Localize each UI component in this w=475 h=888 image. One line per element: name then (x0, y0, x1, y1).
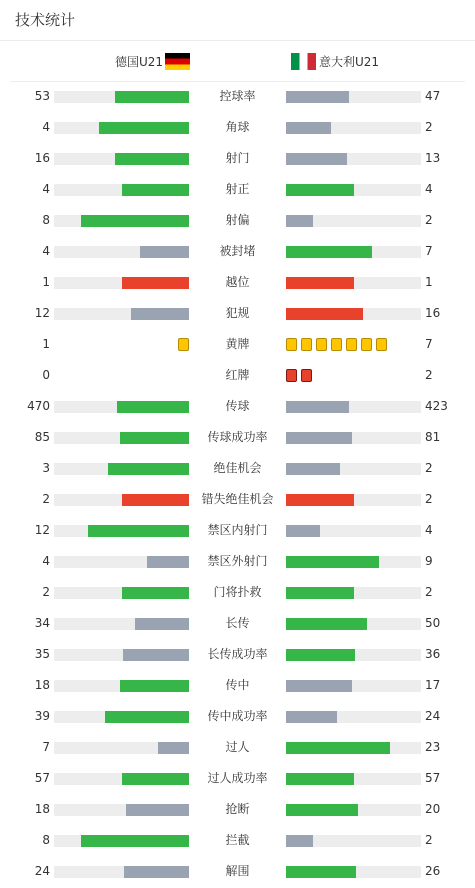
away-bar-track (286, 494, 421, 506)
away-stat-value: 2 (425, 585, 433, 599)
home-stat-value: 39 (34, 709, 50, 723)
away-bar-track (286, 804, 421, 816)
home-bar (131, 308, 189, 320)
home-bar-track (54, 494, 189, 506)
home-bar (115, 91, 189, 103)
home-team (115, 50, 190, 72)
stat-label: 错失绝佳机会 (201, 492, 274, 506)
away-bar (286, 742, 390, 754)
home-bar (135, 618, 189, 630)
away-stat-value: 17 (425, 678, 441, 692)
stat-row (0, 763, 475, 794)
away-cards (286, 369, 316, 382)
stat-label: 门将扑救 (213, 585, 262, 599)
stat-label: 角球 (225, 120, 250, 134)
away-bar-track (286, 308, 421, 320)
stat-label: 射门 (225, 151, 250, 165)
home-stat-value: 16 (34, 151, 50, 165)
home-bar-track (54, 308, 189, 320)
home-stat-value: 34 (34, 616, 50, 630)
away-bar-track (286, 122, 421, 134)
home-bar (120, 432, 189, 444)
away-bar (286, 308, 363, 320)
home-bar (140, 246, 189, 258)
home-bar-track (54, 866, 189, 878)
home-bar (122, 277, 190, 289)
home-stat-value: 1 (42, 275, 50, 289)
away-bar-track (286, 680, 421, 692)
away-stat-value: 2 (425, 368, 433, 382)
away-stat-value: 13 (425, 151, 441, 165)
home-stat-value: 24 (34, 864, 50, 878)
home-team-name: 德国U21 (114, 54, 163, 69)
away-bar (286, 711, 337, 723)
away-bar (286, 432, 352, 444)
stat-label: 红牌 (225, 368, 250, 382)
stat-label: 黄牌 (225, 337, 250, 351)
away-stat-value: 4 (425, 182, 433, 196)
stat-row (0, 608, 475, 639)
away-bar-track (286, 556, 421, 568)
home-stat-value: 35 (34, 647, 50, 661)
stat-row (0, 856, 475, 887)
yellow-card-icon (178, 338, 189, 351)
home-bar-track (54, 432, 189, 444)
home-bar-track (54, 401, 189, 413)
stat-row (0, 701, 475, 732)
away-stat-value: 1 (425, 275, 433, 289)
away-bar-track (286, 711, 421, 723)
home-stat-value: 470 (27, 399, 50, 413)
home-stat-value: 53 (34, 89, 50, 103)
away-bar (286, 153, 347, 165)
home-stat-value: 4 (42, 554, 50, 568)
away-bar-track (286, 184, 421, 196)
home-stat-value: 8 (42, 213, 50, 227)
home-bar (124, 866, 189, 878)
away-bar (286, 649, 355, 661)
stat-row (0, 515, 475, 546)
stat-label: 传中成功率 (207, 709, 268, 723)
home-stat-value: 2 (42, 492, 50, 506)
home-bar-track (54, 742, 189, 754)
away-bar-track (286, 246, 421, 258)
stat-label: 射正 (225, 182, 250, 196)
away-cards (286, 338, 391, 351)
stat-label: 传球 (225, 399, 250, 413)
home-bar-track (54, 215, 189, 227)
yellow-card-icon (361, 338, 372, 351)
home-bar-track (54, 711, 189, 723)
stat-row (0, 298, 475, 329)
stat-label: 解围 (225, 864, 250, 878)
home-stat-value: 57 (34, 771, 50, 785)
yellow-card-icon (316, 338, 327, 351)
away-bar-track (286, 742, 421, 754)
away-stat-value: 20 (425, 802, 441, 816)
away-stat-value: 2 (425, 461, 433, 475)
away-bar (286, 866, 356, 878)
home-bar (81, 215, 189, 227)
home-bar-track (54, 773, 189, 785)
away-bar-track (286, 773, 421, 785)
stat-row (0, 794, 475, 825)
away-bar (286, 91, 349, 103)
stat-label: 绝佳机会 (213, 461, 262, 475)
germany-flag-icon (165, 53, 190, 70)
away-bar (286, 680, 352, 692)
away-bar (286, 804, 358, 816)
home-bar-track (54, 463, 189, 475)
away-bar (286, 277, 354, 289)
stat-label: 长传 (225, 616, 250, 630)
away-stat-value: 2 (425, 833, 433, 847)
home-bar (108, 463, 189, 475)
away-team-name: 意大利U21 (319, 54, 380, 69)
away-bar-track (286, 587, 421, 599)
home-bar (122, 184, 190, 196)
home-stat-value: 4 (42, 182, 50, 196)
away-bar-track (286, 432, 421, 444)
stat-row (0, 732, 475, 763)
away-bar-track (286, 618, 421, 630)
away-stat-value: 36 (425, 647, 441, 661)
home-stat-value: 18 (34, 678, 50, 692)
stat-label: 射偏 (225, 213, 250, 227)
page-title: 技术统计 (15, 11, 76, 29)
away-team (291, 50, 379, 72)
stat-row (0, 577, 475, 608)
away-bar (286, 215, 313, 227)
away-bar (286, 401, 349, 413)
away-bar-track (286, 401, 421, 413)
home-bar-track (54, 804, 189, 816)
yellow-card-icon (376, 338, 387, 351)
home-bar (81, 835, 189, 847)
away-stat-value: 57 (425, 771, 441, 785)
away-stat-value: 26 (425, 864, 441, 878)
home-stat-value: 8 (42, 833, 50, 847)
stat-label: 越位 (225, 275, 250, 289)
away-bar (286, 556, 379, 568)
stat-label: 传球成功率 (207, 430, 268, 444)
stat-row (0, 546, 475, 577)
home-stat-value: 0 (42, 368, 50, 382)
home-stat-value: 4 (42, 244, 50, 258)
away-stat-value: 2 (425, 492, 433, 506)
stat-row (0, 236, 475, 267)
yellow-card-icon (286, 338, 297, 351)
away-bar (286, 587, 354, 599)
stat-label: 控球率 (219, 89, 256, 103)
stat-row (0, 484, 475, 515)
stat-label: 长传成功率 (207, 647, 268, 661)
away-stat-value: 16 (425, 306, 441, 320)
home-stat-value: 2 (42, 585, 50, 599)
teams-header (0, 50, 475, 72)
home-bar (126, 804, 189, 816)
away-bar (286, 463, 340, 475)
away-bar (286, 122, 331, 134)
home-bar-track (54, 246, 189, 258)
away-bar-track (286, 463, 421, 475)
away-stat-value: 7 (425, 244, 433, 258)
away-bar-track (286, 525, 421, 537)
home-bar-track (54, 184, 189, 196)
away-stat-value: 81 (425, 430, 441, 444)
red-card-icon (286, 369, 297, 382)
stat-row (0, 825, 475, 856)
stat-row (0, 391, 475, 422)
away-bar (286, 835, 313, 847)
stat-row (0, 453, 475, 484)
away-bar-track (286, 649, 421, 661)
stat-row (0, 422, 475, 453)
yellow-card-icon (301, 338, 312, 351)
stat-row (0, 267, 475, 298)
title-divider (0, 40, 475, 41)
home-stat-value: 85 (34, 430, 50, 444)
stat-row (0, 174, 475, 205)
stat-row (0, 81, 475, 112)
away-stat-value: 23 (425, 740, 441, 754)
home-stat-value: 1 (42, 337, 50, 351)
stat-label: 抢断 (225, 802, 250, 816)
home-bar (158, 742, 189, 754)
home-stat-value: 12 (34, 523, 50, 537)
away-stat-value: 7 (425, 337, 433, 351)
away-stat-value: 47 (425, 89, 441, 103)
home-bar-track (54, 91, 189, 103)
yellow-card-icon (346, 338, 357, 351)
home-bar (105, 711, 189, 723)
stat-label: 禁区外射门 (207, 554, 268, 568)
stat-row (0, 360, 475, 391)
away-bar (286, 246, 372, 258)
home-bar-track (54, 277, 189, 289)
stat-row (0, 639, 475, 670)
away-bar-track (286, 835, 421, 847)
away-bar (286, 618, 367, 630)
away-bar-track (286, 866, 421, 878)
away-bar (286, 525, 320, 537)
stat-label: 过人 (225, 740, 250, 754)
home-bar (99, 122, 189, 134)
away-stat-value: 423 (425, 399, 448, 413)
stat-row (0, 143, 475, 174)
home-bar (88, 525, 189, 537)
italy-flag-icon (291, 53, 316, 70)
home-bar-track (54, 525, 189, 537)
home-bar-track (54, 556, 189, 568)
home-stat-value: 7 (42, 740, 50, 754)
home-bar (115, 153, 189, 165)
away-stat-value: 9 (425, 554, 433, 568)
home-stat-value: 12 (34, 306, 50, 320)
home-bar-track (54, 618, 189, 630)
home-cards (174, 338, 189, 351)
home-bar (122, 587, 190, 599)
stat-row (0, 205, 475, 236)
away-bar-track (286, 215, 421, 227)
red-card-icon (301, 369, 312, 382)
home-bar (122, 773, 190, 785)
stat-label: 传中 (225, 678, 250, 692)
home-bar-track (54, 587, 189, 599)
home-bar (117, 401, 189, 413)
away-bar-track (286, 91, 421, 103)
stats-list (0, 81, 475, 887)
stat-label: 被封堵 (219, 244, 256, 258)
stat-label: 禁区内射门 (207, 523, 268, 537)
home-bar (123, 649, 189, 661)
home-bar-track (54, 680, 189, 692)
away-bar (286, 773, 354, 785)
away-bar (286, 494, 354, 506)
away-bar-track (286, 153, 421, 165)
home-stat-value: 4 (42, 120, 50, 134)
away-stat-value: 50 (425, 616, 441, 630)
stat-row (0, 670, 475, 701)
home-bar (120, 680, 189, 692)
home-bar-track (54, 153, 189, 165)
home-bar-track (54, 122, 189, 134)
away-stat-value: 2 (425, 120, 433, 134)
stat-row (0, 329, 475, 360)
stat-label: 拦截 (225, 833, 250, 847)
stat-label: 犯规 (225, 306, 250, 320)
home-bar-track (54, 835, 189, 847)
yellow-card-icon (331, 338, 342, 351)
away-stat-value: 4 (425, 523, 433, 537)
stat-row (0, 112, 475, 143)
away-stat-value: 24 (425, 709, 441, 723)
home-stat-value: 18 (34, 802, 50, 816)
away-stat-value: 2 (425, 213, 433, 227)
stat-label: 过人成功率 (207, 771, 268, 785)
home-bar (147, 556, 189, 568)
away-bar-track (286, 277, 421, 289)
away-bar (286, 184, 354, 196)
home-bar-track (54, 649, 189, 661)
home-bar (122, 494, 190, 506)
home-stat-value: 3 (42, 461, 50, 475)
